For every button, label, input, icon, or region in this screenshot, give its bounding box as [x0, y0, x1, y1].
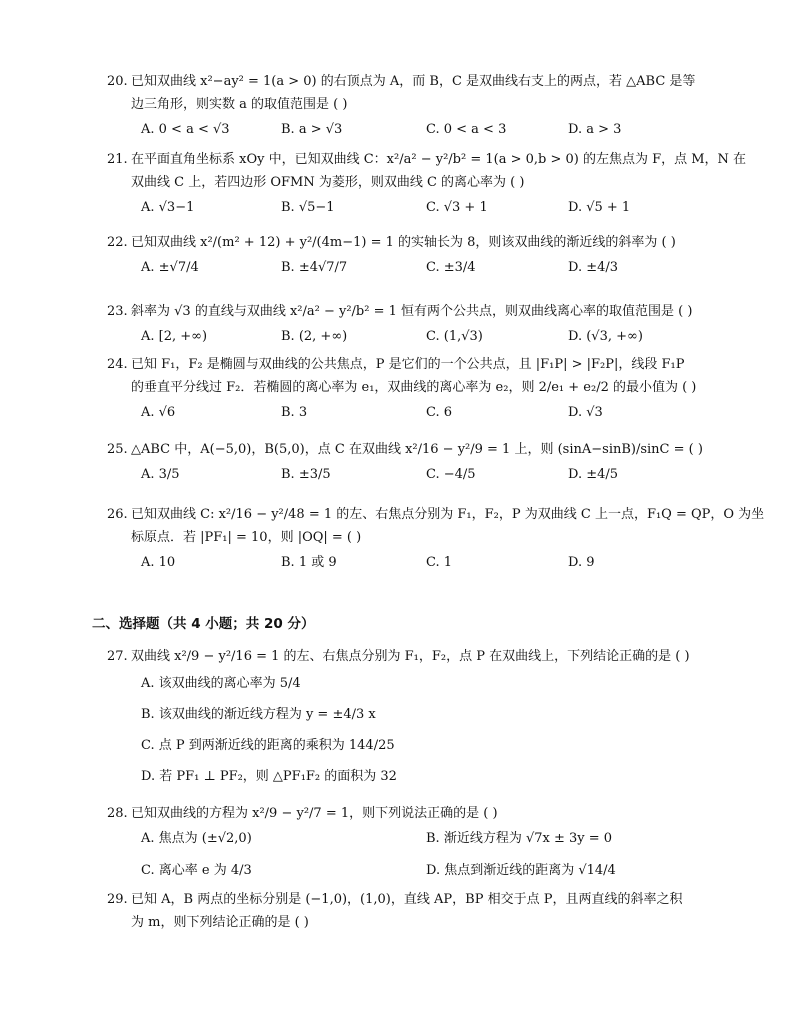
options-row: [131, 551, 734, 573]
option-c[interactable]: C. 0 < a < 3: [426, 122, 507, 137]
option-d[interactable]: D. √5 + 1: [568, 200, 631, 215]
question-number: 23.: [107, 304, 128, 319]
option-b[interactable]: B. 1 或 9: [281, 555, 337, 570]
option-c[interactable]: C. 离心率 e 为 4/3: [141, 863, 252, 878]
question-stem-line: 已知 A，B 两点的坐标分别是 (−1,0)，(1,0)，直线 AP，BP 相交于点 P，且两直线的斜率之积: [131, 892, 683, 907]
question-24: [107, 353, 734, 423]
question-28: [107, 802, 734, 889]
option-a[interactable]: A. √3−1: [141, 200, 195, 215]
option-a[interactable]: A. √6: [141, 405, 176, 420]
option-b[interactable]: B. ±4√7/7: [281, 260, 348, 275]
option-a[interactable]: A. 10: [141, 555, 176, 570]
option-b[interactable]: B. 渐近线方程为 √7x ± 3y = 0: [426, 831, 613, 846]
options-row: [131, 118, 734, 140]
question-stem-line: 已知双曲线 x²/(m² + 12) + y²/(4m−1) = 1 的实轴长为 8，则该双曲线的渐近线的斜率为 ( ): [131, 235, 676, 250]
option-d[interactable]: D. 焦点到渐近线的距离为 √14/4: [426, 863, 616, 878]
option-d[interactable]: D. a > 3: [568, 122, 622, 137]
option-d[interactable]: D. ±4/3: [568, 260, 619, 275]
question-25: [107, 438, 734, 485]
option-a[interactable]: A. ±√7/4: [141, 260, 199, 275]
question-stem-line: △ABC 中，A(−5,0)，B(5,0)，点 C 在双曲线 x²/16 − y²/9 = 1 上，则 (sinA−sinB)/sinC = ( ): [131, 442, 703, 457]
question-stem-line: 为 m，则下列结论正确的是 ( ): [131, 915, 309, 930]
question-number: 20.: [107, 74, 128, 89]
options-row: [131, 463, 734, 485]
option-c[interactable]: C. −4/5: [426, 467, 476, 482]
option-b[interactable]: B. (2, +∞): [281, 329, 348, 344]
options-row: [131, 859, 734, 889]
question-27: [107, 645, 734, 792]
option-a[interactable]: A. [2, +∞): [141, 329, 208, 344]
option-d[interactable]: D. 若 PF₁ ⊥ PF₂，则 △PF₁F₂ 的面积为 32: [141, 769, 397, 784]
option-b[interactable]: B. 3: [281, 405, 308, 420]
option-d[interactable]: D. ±4/5: [568, 467, 619, 482]
option-a[interactable]: A. 该双曲线的离心率为 5/4: [141, 676, 301, 691]
option-d[interactable]: D. √3: [568, 405, 603, 420]
section-title: 二、选择题（共 4 小题；共 20 分）: [92, 616, 315, 632]
question-number: 27.: [107, 649, 128, 664]
question-number: 26.: [107, 507, 128, 522]
question-stem-line: 已知双曲线 C: x²/16 − y²/48 = 1 的左、右焦点分别为 F₁，F₂，P 为双曲线 C 上一点，F₁Q = QP，O 为坐: [131, 507, 765, 522]
options-row: [131, 401, 734, 423]
option-b[interactable]: B. 该双曲线的渐近线方程为 y = ±4/3 x: [141, 707, 376, 722]
options-row: [131, 256, 734, 278]
option-c[interactable]: C. 6: [426, 405, 453, 420]
question-20: [107, 70, 734, 140]
option-a[interactable]: A. 焦点为 (±√2,0): [141, 831, 252, 846]
option-a[interactable]: A. 0 < a < √3: [141, 122, 230, 137]
question-21: [107, 148, 747, 218]
option-d[interactable]: D. 9: [568, 555, 595, 570]
option-c[interactable]: C. 点 P 到两渐近线的距离的乘积为 144/25: [141, 738, 395, 753]
question-number: 29.: [107, 892, 128, 907]
question-stem-line: 已知双曲线 x²−ay² = 1(a > 0) 的右顶点为 A，而 B，C 是双曲线右支上的两点，若 △ABC 是等: [131, 74, 696, 89]
question-stem-line: 双曲线 C 上，若四边形 OFMN 为菱形，则双曲线 C 的离心率为 ( ): [131, 175, 525, 190]
question-number: 28.: [107, 806, 128, 821]
question-26: [107, 503, 765, 573]
option-b[interactable]: B. a > √3: [281, 122, 343, 137]
question-stem-line: 标原点．若 |PF₁| = 10，则 |OQ| = ( ): [131, 530, 362, 545]
options-row: [131, 827, 734, 857]
options-row: [131, 325, 734, 347]
question-number: 24.: [107, 357, 128, 372]
question-22: [107, 231, 734, 278]
option-b[interactable]: B. √5−1: [281, 200, 335, 215]
question-stem-line: 边三角形，则实数 a 的取值范围是 ( ): [131, 97, 348, 112]
option-c[interactable]: C. ±3/4: [426, 260, 476, 275]
options-row: [131, 196, 734, 218]
question-29: [107, 888, 734, 934]
question-stem-line: 双曲线 x²/9 − y²/16 = 1 的左、右焦点分别为 F₁，F₂，点 P 在双曲线上，下列结论正确的是 ( ): [131, 649, 690, 664]
option-c[interactable]: C. (1,√3): [426, 329, 483, 344]
option-c[interactable]: C. √3 + 1: [426, 200, 488, 215]
option-b[interactable]: B. ±3/5: [281, 467, 331, 482]
question-number: 22.: [107, 235, 128, 250]
question-stem-line: 已知 F₁，F₂ 是椭圆与双曲线的公共焦点，P 是它们的一个公共点，且 |F₁P| > |F₂P|，线段 F₁P: [131, 357, 685, 372]
question-stem-line: 的垂直平分线过 F₂．若椭圆的离心率为 e₁，双曲线的离心率为 e₂，则 2/e₁ + e₂/2 的最小值为 ( ): [131, 380, 697, 395]
question-number: 21.: [107, 152, 128, 167]
question-stem-line: 已知双曲线的方程为 x²/9 − y²/7 = 1，则下列说法正确的是 ( ): [131, 806, 498, 821]
option-c[interactable]: C. 1: [426, 555, 453, 570]
question-stem-line: 在平面直角坐标系 xOy 中，已知双曲线 C：x²/a² − y²/b² = 1(a > 0,b > 0) 的左焦点为 F，点 M，N 在: [131, 152, 747, 167]
question-number: 25.: [107, 442, 128, 457]
option-a[interactable]: A. 3/5: [141, 467, 180, 482]
question-23: [107, 300, 734, 347]
question-stem-line: 斜率为 √3 的直线与双曲线 x²/a² − y²/b² = 1 恒有两个公共点，则双曲线离心率的取值范围是 ( ): [131, 304, 693, 319]
option-d[interactable]: D. (√3, +∞): [568, 329, 643, 344]
